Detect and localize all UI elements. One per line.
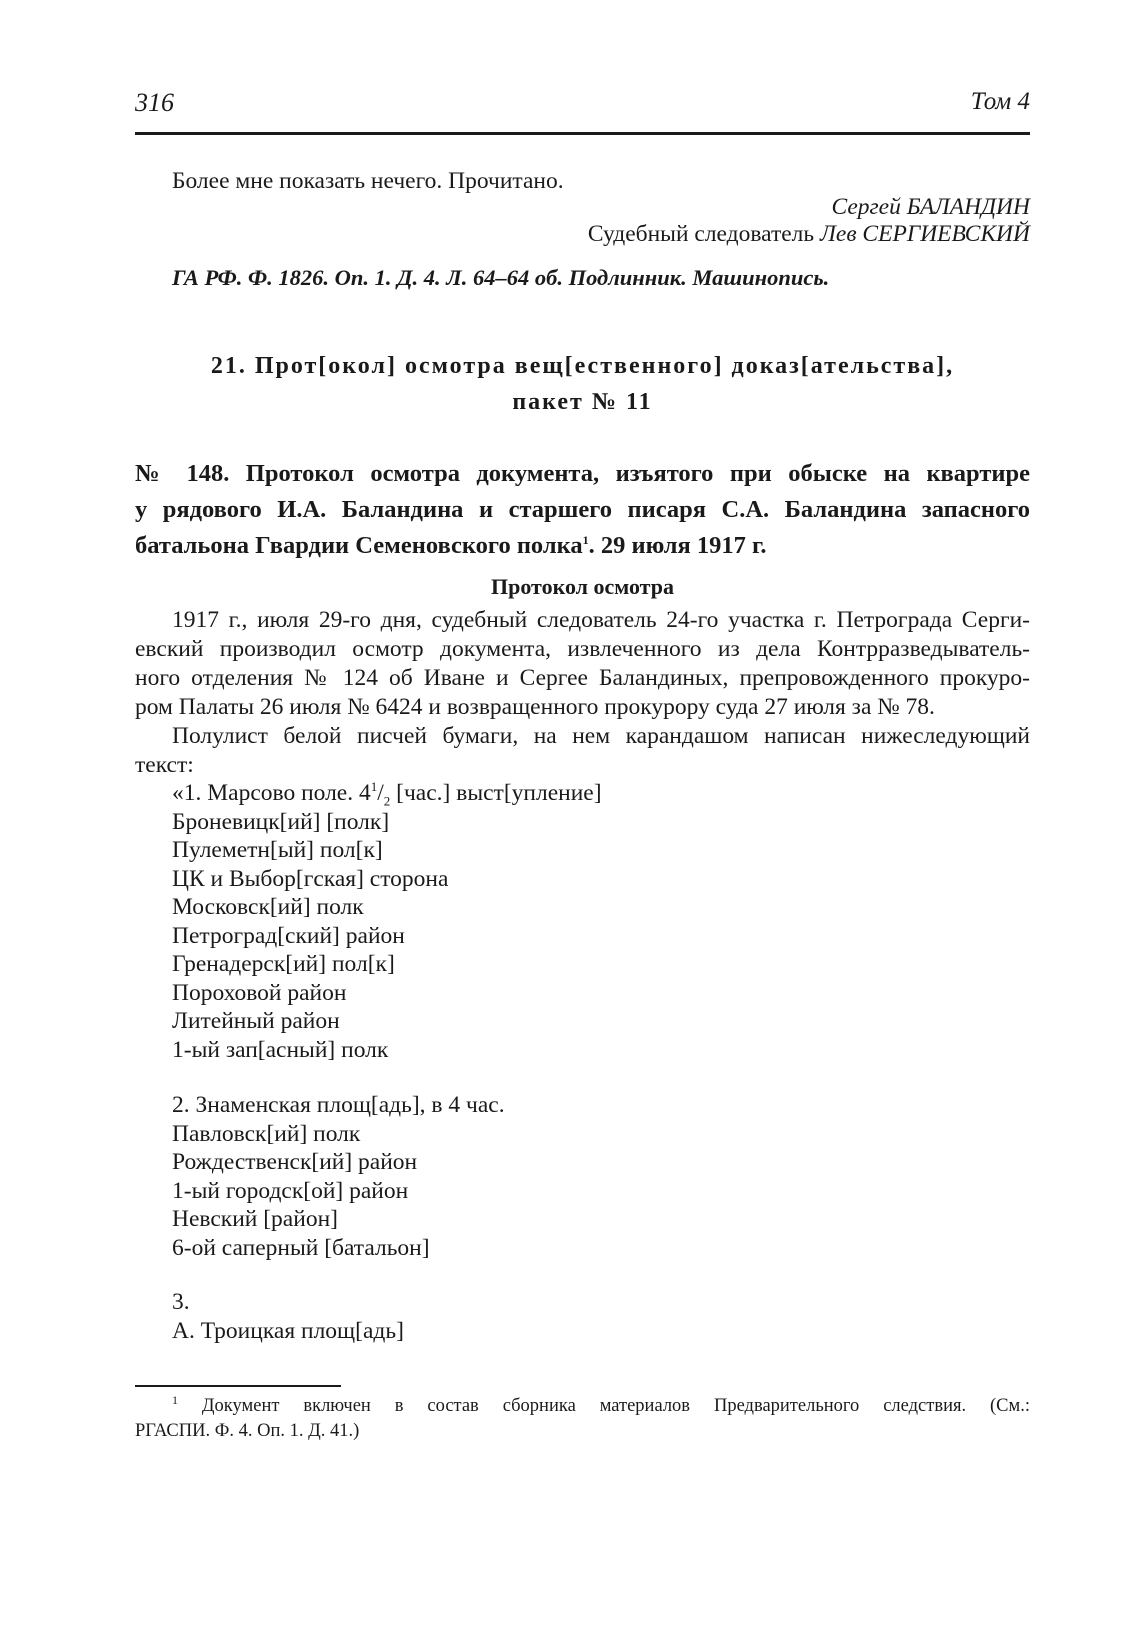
list-section-3 — [172, 1288, 404, 1345]
paragraph-1 — [135, 606, 1030, 722]
signature-investigator — [588, 220, 1030, 249]
list-item-text: «1. Марсово поле. 4 — [172, 780, 371, 806]
header-rule — [135, 132, 1030, 135]
archive-reference: ГА РФ. Ф. 1826. Оп. 1. Д. 4. Л. 64–64 об. Подлинник. Машинопись. — [172, 265, 830, 290]
paragraph-1-line: ром Палаты 26 июля № 6424 и возвращенного прокурору суда 27 июля за № 78. — [135, 694, 935, 720]
fraction: $^1/_2$ — [370, 779, 391, 809]
list-item-text: [час.] выст[упление] — [390, 780, 602, 806]
list-item: 1-ый зап[асный] полк — [172, 1036, 389, 1063]
list-item: 1-ый городск[ой] район — [172, 1177, 409, 1204]
page-number: 316 — [135, 88, 174, 117]
signature-balandin: Сергей БАЛАНДИН — [831, 194, 1030, 220]
list-item: Рождественск[ий] район — [172, 1149, 418, 1175]
list-item: 3. — [172, 1289, 190, 1315]
paragraph-2-line: Полулист белой писчей бумаги, на нем карандашом написан нижеследующий — [172, 723, 1030, 749]
signature-role: Судебный следователь — [587, 221, 821, 247]
list-item: Броневицк[ий] [полк] — [172, 808, 390, 835]
list-item: 2. Знаменская площ[адь], в 4 час. — [172, 1092, 505, 1118]
running-header — [135, 88, 1030, 128]
closing-line: Более мне показать нечего. Прочитано. — [172, 168, 564, 194]
signature-name: Лев СЕРГИЕВСКИЙ — [820, 221, 1030, 247]
paragraph-2-line: текст: — [135, 752, 194, 778]
footnote-text: Документ включен в состав сборника материалов Предварительного следствия. (См.: — [178, 1396, 1030, 1416]
document-title-line-2: у рядового И.А. Баландина и старшего писаря С.А. Баландина запасного — [135, 496, 1030, 523]
list-item: 6-ой саперный [батальон] — [172, 1234, 430, 1261]
list-item: Павловск[ий] полк — [172, 1120, 361, 1147]
footnote — [135, 1394, 1030, 1444]
document-title-line-3b: . 29 июля 1917 г. — [588, 532, 767, 559]
document-title-line-3a: батальона Гвардии Семеновского полка — [135, 532, 583, 559]
footnote-line-1 — [135, 1394, 1030, 1419]
section-title-line-2: пакет № 11 — [512, 389, 653, 415]
list-item: Невский [район] — [172, 1206, 338, 1232]
footnote-mark: 1 — [582, 532, 589, 547]
list-item: Гренадерск[ий] пол[к] — [172, 951, 395, 977]
list-item: А. Троицкая площ[адь] — [172, 1317, 404, 1344]
paragraph-1-line: 1917 г., июля 29-го дня, судебный следователь 24-го участка г. Петрограда Серги- — [172, 607, 1030, 633]
list-item: Пороховой район — [172, 979, 347, 1006]
volume-label: Том 4 — [970, 88, 1030, 115]
list-item — [172, 779, 602, 808]
list-item: ЦК и Выбор[гская] сторона — [172, 865, 449, 892]
section-title-line-1: 21. Прот[окол] осмотра вещ[ественного] доказ[ательства], — [210, 353, 955, 379]
paragraph-2 — [135, 722, 1030, 780]
paragraph-1-line: ного отделения № 124 об Иване и Сергее Баландиных, препровожденного прокуро- — [135, 665, 1030, 691]
document-title-line-3 — [135, 528, 1030, 564]
fraction-numerator: 1 — [370, 779, 378, 795]
paragraph-1-line: евский производил осмотр документа, извлеченного из дела Контрразведыватель- — [135, 636, 1030, 662]
list-section-2 — [172, 1091, 505, 1262]
list-item: Петроград[ский] район — [172, 922, 405, 949]
list-section-1 — [172, 779, 602, 1064]
document-title-line-1: № 148. Протокол осмотра документа, изъятого при обыске на квартире — [135, 460, 1030, 487]
protocol-subheading: Протокол осмотра — [491, 574, 674, 599]
document-title — [135, 456, 1030, 564]
list-item: Литейный район — [172, 1008, 340, 1034]
list-item: Пулеметн[ый] пол[к] — [172, 837, 383, 863]
footnote-rule — [135, 1385, 341, 1387]
footnote-line-2: РГАСПИ. Ф. 4. Оп. 1. Д. 41.) — [135, 1421, 360, 1441]
footnote-number: 1 — [172, 1392, 178, 1407]
fraction-denominator: 2 — [383, 793, 391, 809]
list-item: Московск[ий] полк — [172, 894, 364, 920]
section-title — [135, 348, 1030, 420]
